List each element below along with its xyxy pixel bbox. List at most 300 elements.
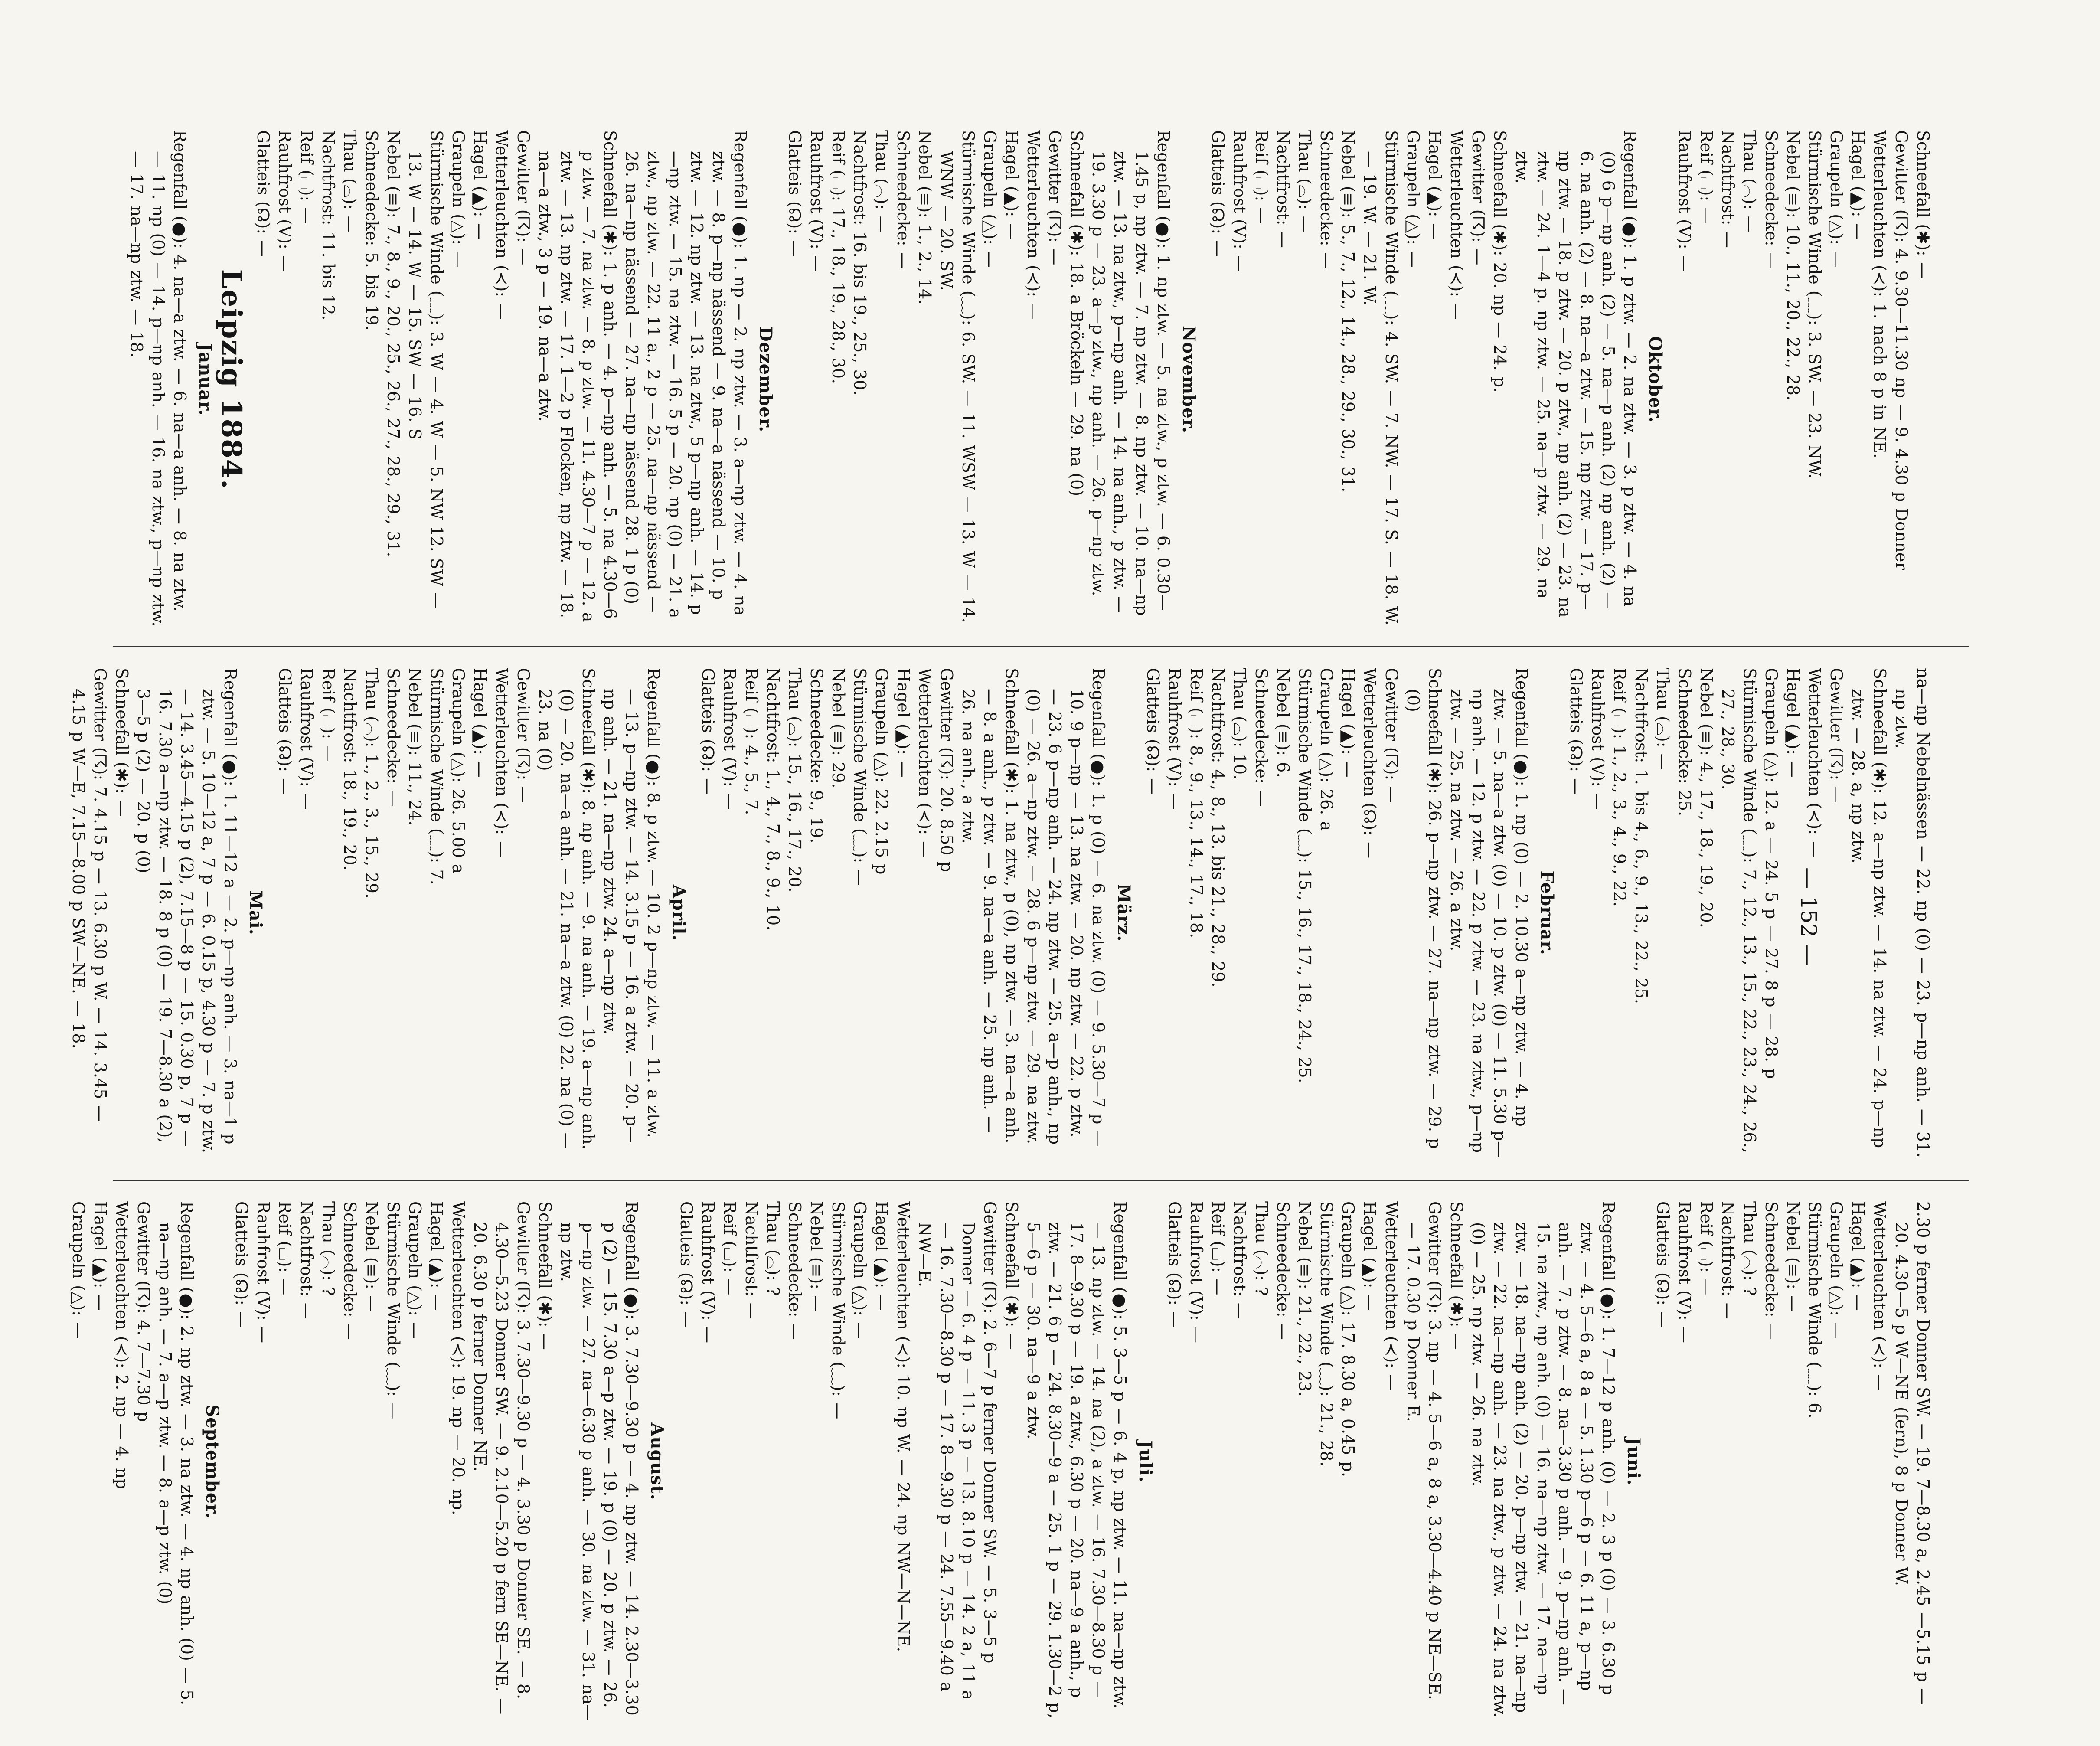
observation-value: — [1165, 793, 1184, 810]
observation-entry [382, 130, 404, 629]
observation-label: Stürmische Winde (﹏): [850, 668, 869, 863]
observation-label: Wetterleuchten (≺): [492, 130, 511, 298]
observation-value: 8., 9., 13., 14., 17., 18. [1187, 745, 1206, 938]
observation-entry [1467, 130, 1489, 629]
observation-value: 26. a [1317, 788, 1336, 831]
observation-entry [1294, 1201, 1316, 1722]
observation-value: — [829, 1403, 848, 1419]
observation-label: Thau (⌓): [340, 130, 359, 210]
observation-value: 4., 5., 7. [742, 745, 761, 815]
observation-label: Schneefall (✱): [1870, 668, 1889, 794]
observation-entry [1446, 130, 1467, 629]
observation-label: Stürmische Winde (﹏): [1740, 668, 1759, 863]
observation-value: — [1317, 252, 1336, 269]
observation-value: 19. np — 20. np. [449, 1374, 468, 1516]
observation-entry [154, 1201, 198, 1722]
observation-entry [1229, 1201, 1251, 1722]
observation-value: — [1274, 1323, 1293, 1340]
observation-label: Nebel (≡): [1783, 1201, 1803, 1290]
observation-label: Rauhfrost (V): [1165, 668, 1184, 787]
observation-value: 1. nach 8 p in NE. [1870, 303, 1889, 458]
observation-label: Nachtfrost: [1718, 130, 1737, 226]
observation-entry [274, 1201, 296, 1722]
observation-entry [1446, 1201, 1467, 1722]
observation-value: — [850, 1322, 869, 1339]
month-heading: März. [1114, 884, 1134, 942]
observation-label: Stürmische Winde (﹏): [959, 130, 978, 326]
observation-value: 1. 11—12 a — 2. p—np anh. — 3. na—1 p ztw. — 5. 10—12 a, 7 p — 6. 0.15 p, 4.30 p — 7. p ztw. — 14. 3.45—4.15 p (2), 7.15—8 p — 15. 0.30 p, 7 p — 16. 7.30 a—np ztw. — 18. 8 p (0) — 19. 7—8.30 a (2), 3—5 p (2) — 20. p (0) [134, 689, 240, 1154]
observation-value: — [699, 1327, 718, 1344]
observation-value: — [1360, 842, 1379, 859]
observation-value: — [449, 251, 468, 268]
month-block [252, 130, 776, 629]
month-heading: Oktober. [1645, 336, 1666, 423]
observation-entry [1609, 668, 1630, 1158]
observation-label: Regenfall (●): [1599, 1201, 1618, 1320]
observation-label: Thau (⌓): [319, 1201, 338, 1281]
observation-label: Hagel (▲): [1339, 668, 1358, 755]
month-block [1164, 1201, 1644, 1722]
observation-entry [1229, 130, 1251, 629]
observation-value: — [1827, 1322, 1846, 1339]
observation-label: Stürmische Winde (﹏): [427, 130, 446, 326]
observation-entry [1739, 130, 1760, 629]
observation-label: Nachtfrost: [742, 1201, 761, 1297]
observation-entry [1251, 1201, 1272, 1722]
observation-value: — [1783, 761, 1803, 778]
observation-label: Schneedecke: [362, 130, 381, 246]
observation-entry [534, 668, 599, 1158]
observation-label: Hagel (▲): [872, 1201, 891, 1288]
observation-value: — [720, 793, 739, 810]
observation-value: — [699, 778, 718, 795]
observation-entry [296, 1201, 317, 1722]
page-number: — 152 — [1796, 867, 1821, 966]
observation-entry [1044, 130, 1066, 629]
observation-entry [447, 1201, 469, 1722]
observation-label: Reif (⌴): [319, 668, 338, 739]
observation-value: 6. [1805, 1403, 1824, 1419]
observation-entry [426, 668, 447, 1158]
observation-label: Graupeln (△): [1339, 1201, 1358, 1316]
observation-label: Stürmische Winde (﹏): [1295, 668, 1314, 863]
month-heading: Juni. [1623, 1437, 1644, 1486]
observation-label: Wetterleuchten (≺): [449, 1201, 468, 1369]
observation-label: Regenfall (●): [1110, 1201, 1130, 1320]
observation-entry [1316, 130, 1337, 629]
observation-value: — [254, 240, 273, 257]
observation-entry [806, 130, 827, 629]
observation-value: — [254, 1327, 273, 1344]
observation-label: Gewitter (☈): [1892, 130, 1911, 243]
observation-entry [317, 130, 339, 629]
observation-value: 4. SW. — 7. NW. — 17. S. — 18. W. — 19. W. — 21. W. [1360, 151, 1401, 626]
observation-label: Gewitter (☈): [1425, 1201, 1444, 1314]
observation-entry [1022, 130, 1044, 629]
observation-entry [1782, 1201, 1804, 1722]
observation-entry [1467, 1201, 1619, 1722]
month-heading: Dezember. [755, 326, 776, 433]
observation-label: Schneefall (✱): [536, 1201, 555, 1327]
observation-label: Schneefall (✱): [601, 130, 620, 256]
observation-label: Hagel (▲): [1849, 1201, 1868, 1288]
observation-entry [404, 1201, 426, 1722]
observation-entry [317, 1201, 339, 1722]
observation-label: Thau (⌓): [1740, 130, 1759, 210]
observation-label: Nachtfrost: [1632, 668, 1651, 763]
observation-label: Gewitter (☈): [1827, 668, 1846, 781]
observation-label: Thau (⌓): [1295, 130, 1314, 210]
observation-entry [1869, 130, 1891, 629]
observation-entry [1826, 1201, 1847, 1722]
observation-value: 26. 5.00 a [449, 788, 468, 874]
observation-value: 1., 2., 3., 4., 9., 22. [1610, 745, 1629, 907]
month-heading: Februar. [1537, 870, 1557, 955]
observation-value: — [1230, 1302, 1249, 1319]
observation-value: 8. p ztw. — 10. 2 p—np ztw. — 11. a ztw. — 13. p—np ztw. — 14. 3.15 p — 16. a ztw. — 20. p—np anh. — 21. na—np ztw. 24. a—np ztw. [601, 689, 663, 1143]
month-heading: April. [669, 884, 689, 942]
observation-value: ? [1252, 1287, 1271, 1296]
observation-value: — [1208, 1278, 1228, 1295]
observation-entry [111, 668, 133, 1158]
observation-label: Hagel (▲): [91, 1201, 110, 1288]
observation-label: Nebel (≡): [1295, 1201, 1314, 1290]
observation-value: — [1002, 1333, 1021, 1350]
observation-value: — [1425, 223, 1444, 240]
observation-value: — [1567, 778, 1586, 795]
observation-value: — [785, 1323, 804, 1340]
observation-entry [296, 668, 317, 1158]
observation-value: 11. bis 12. [319, 231, 338, 320]
observation-label: Schneefall (✱): [1490, 130, 1509, 256]
observation-label: Wetterleuchten (≺): [492, 668, 511, 835]
observation-value: 21., 22., 23. [1295, 1295, 1314, 1397]
observation-entry [957, 668, 1022, 1158]
observation-label: Nebel (≡): [1783, 130, 1803, 219]
observation-value: 3. 7.30—9.30 p — 4. 3.30 p Donner SE. — 8. 4.30—5.23 Donner SW. — 9. 2.10—5.20 p fern SE—NE. — 20. 6.30 p ferner Donner NE. [470, 1222, 533, 1715]
observation-value: 15., 16., 17., 20. [785, 753, 804, 893]
observation-entry [1022, 1201, 1131, 1722]
observation-entry [871, 1201, 892, 1722]
observation-entry [676, 1201, 697, 1722]
observation-value: 1. p anh. — 4. p—np anh. — 5. na 4.30—6 p ztw. — 7. na ztw. — 8. p ztw. — 11. 4.30—7 p — 12. a ztw. — 13. np ztw. — 17. 1—2 p Flocken, np ztw. — 18. na—a ztw., 3 p — 19. na—a ztw. [536, 151, 620, 622]
month-heading: Juli. [1135, 1440, 1156, 1483]
observation-value: — [1447, 303, 1466, 320]
observation-label: Rauhfrost (V): [1187, 1201, 1206, 1321]
observation-value: 4. 9.30—11.30 np — 9. 4.30 p Donner [1892, 248, 1911, 570]
observation-label: Nachtfrost: [1274, 130, 1293, 226]
city-heading: Leipzig 1884. [215, 269, 248, 490]
observation-value: — [69, 1322, 88, 1339]
observation-label: Reif (⌴): [720, 1201, 739, 1273]
observation-entry [339, 1201, 361, 1722]
month-heading: Januar. [195, 343, 216, 416]
observation-label: Graupeln (△): [1404, 130, 1423, 245]
observation-entry [849, 668, 871, 1158]
observation-entry [1847, 1201, 1869, 1722]
observation-entry [1891, 130, 1912, 629]
observation-entry [68, 668, 111, 1158]
observation-label: Gewitter (☈): [1469, 130, 1488, 243]
observation-value: — [1002, 223, 1021, 240]
observation-entry [1826, 130, 1847, 629]
observation-entry [1424, 130, 1446, 629]
observation-entry [1847, 130, 1869, 629]
observation-entry [274, 668, 296, 1158]
observation-value: — [492, 841, 511, 858]
observation-label: Schneefall (✱): [579, 668, 598, 794]
observation-entry [404, 130, 447, 629]
observation-entry [404, 668, 426, 1158]
observation-value: 12. a — 24. 5 p — 27. 8 p — 28. p [1762, 788, 1781, 1079]
observation-value: ? [764, 1287, 783, 1296]
observation-entry [231, 1201, 252, 1722]
observation-label: Nebel (≡): [1274, 668, 1293, 756]
observation-value: — [297, 1302, 316, 1319]
observation-label: Schneedecke: [340, 1201, 359, 1318]
observation-value: — [1697, 1278, 1716, 1295]
observation-entry [914, 130, 936, 629]
observation-value: — [872, 216, 891, 232]
observation-value: — [1783, 1295, 1803, 1312]
observation-value: 18. a Bröckeln — 29. na (0) [1067, 262, 1086, 497]
observation-label: Stürmische Winde (﹏): [427, 668, 446, 863]
observation-entry [1207, 1201, 1229, 1722]
observation-value: — [1827, 786, 1846, 803]
observation-label: Graupeln (△): [405, 1201, 425, 1316]
observation-entry [806, 1201, 827, 1722]
observation-entry [361, 1201, 382, 1722]
observation-value: — [1675, 255, 1694, 272]
observation-label: Schneefall (✱): [1914, 130, 1933, 256]
observation-value: — [1024, 303, 1043, 320]
observation-entry [469, 668, 491, 1158]
observation-label: Glatteis (☊): [699, 668, 718, 772]
observation-entry [1674, 668, 1695, 1158]
observation-entry [1782, 130, 1804, 629]
observation-label: Reif (⌴): [275, 1201, 294, 1273]
observation-label: Nebel (≡): [915, 130, 934, 219]
observation-label: Graupeln (△): [850, 1201, 869, 1316]
observation-entry [1826, 668, 1847, 1158]
observation-value: 1., 2., 14. [915, 224, 934, 305]
observation-label: Reif (⌴): [1697, 130, 1716, 202]
observation-label: Nebel (≡): [807, 1201, 826, 1290]
observation-entry [491, 668, 513, 1158]
observation-value: 29. [829, 762, 848, 788]
observation-value: 15., 16., 17., 18., 24., 25. [1295, 869, 1314, 1083]
observation-value: 1. na ztw., p (0), np ztw. — 3. na—a anh. — 8. a anh., p ztw. — 9. na—a anh. — 25. np anh. — 26. na anh., a ztw. [959, 689, 1021, 1144]
observation-entry [1337, 130, 1359, 629]
observation-value: — [427, 1294, 446, 1311]
observation-label: Graupeln (△): [872, 668, 891, 783]
observation-entry [89, 1201, 111, 1722]
observation-value: — [742, 1302, 761, 1319]
observation-value: — [1870, 1374, 1889, 1391]
observation-entry [1587, 668, 1609, 1158]
observation-label: Thau (⌓): [872, 130, 891, 210]
observation-value: 18., 19., 20. [340, 769, 359, 871]
observation-entry [382, 668, 404, 1158]
month-heading: Mai. [245, 890, 266, 935]
month-heading: September. [202, 1404, 222, 1519]
observation-label: Graupeln (△): [69, 1201, 88, 1316]
month-block [68, 1201, 223, 1722]
observation-value: — [1849, 1294, 1868, 1311]
observation-value: — [1740, 216, 1759, 232]
observation-value: — [1718, 231, 1737, 248]
month-block [126, 130, 248, 629]
observation-entry [762, 668, 784, 1158]
observation-value: 5. 3—5 p — 6. 4 p, np ztw. — 11. na—np ztw. — 13. np ztw. — 14. na (2), a ztw. — 16. 7.30—8.30 p — 17. 8—9.30 p — 19. a ztw., 6.30 p — 20. na—9 a anh., p ztw. — 21. 6 p — 24. 8.30—9 a — 25. 1 p — 29. 1.30—2 p, 5—6 p — 30. na—9 a ztw. [1024, 1222, 1130, 1719]
observation-label: Hagel (▲): [427, 1201, 446, 1288]
observation-label: Rauhfrost (V): [1675, 130, 1694, 249]
observation-label: Glatteis (☊): [275, 668, 294, 772]
observation-entry [1652, 668, 1674, 1158]
month-block [1565, 668, 1934, 1158]
observation-entry [697, 668, 719, 1158]
observation-label: Regenfall (●): [1089, 668, 1108, 787]
observation-entry [534, 1201, 556, 1722]
observation-label: Hagel (▲): [1360, 1201, 1379, 1288]
observation-value: — [384, 1403, 403, 1419]
observation-entry [741, 668, 762, 1158]
observation-entry [1695, 130, 1717, 629]
observation-entry [1337, 668, 1359, 1158]
observation-label: Schneefall (✱): [1002, 1201, 1021, 1327]
observation-value: 3. SW. — 23. NW. [1805, 331, 1824, 479]
observation-entry [339, 668, 361, 1158]
observation-label: Schneefall (✱): [1425, 668, 1444, 794]
observation-value: ? [1740, 1287, 1759, 1296]
observation-label: Nebel (≡): [1339, 130, 1358, 219]
observation-label: Glatteis (☊): [785, 130, 804, 235]
observation-value: 1., 2., 3., 15., 29. [362, 753, 381, 899]
observation-value: — [980, 251, 999, 268]
observation-value: — [1762, 252, 1781, 269]
observation-label: Stürmische Winde (﹏): [384, 1201, 403, 1397]
observation-entry [1804, 1201, 1826, 1722]
observation-value: na—np Nebelnässen — 22. np (0) — 23. p—np anh. — 31. np ztw. [1892, 668, 1933, 1158]
month-block [676, 1201, 1156, 1722]
observation-entry [1717, 1201, 1739, 1722]
observation-entry [1359, 130, 1402, 629]
observation-entry [447, 130, 469, 629]
observation-label: Schneefall (✱): [1067, 130, 1086, 256]
observation-entry [469, 1201, 534, 1722]
observation-value: 10. np W. — 24. np NW—N—NE. [894, 1374, 913, 1652]
observation-label: Wetterleuchten (≺): [1805, 668, 1824, 835]
observation-value: — [1404, 251, 1423, 268]
observation-value: — [470, 761, 490, 778]
observation-value: — [894, 761, 913, 778]
month-block [68, 668, 266, 1158]
observation-entry [447, 668, 469, 1158]
observation-value: 7., 12., 13., 15., 22., 23., 24., 26., 27., 28., 30. [1718, 689, 1759, 1153]
observation-value: — [536, 1333, 555, 1350]
observation-value: — [384, 790, 403, 807]
observation-entry [1912, 130, 1934, 629]
observation-value: — [1805, 841, 1824, 858]
observation-entry [1251, 668, 1272, 1158]
observation-entry [274, 130, 296, 629]
observation-value: — [1849, 223, 1868, 240]
observation-label: Wetterleuchten (≺): [894, 1201, 913, 1369]
observation-label: Wetterleuchten (≺): [1870, 130, 1889, 298]
observation-entry [513, 668, 534, 1158]
observation-entry [1565, 668, 1587, 1158]
observation-entry [784, 1201, 806, 1722]
observation-label: Gewitter (☈): [514, 1201, 533, 1314]
observation-label: Glatteis (☊): [677, 1201, 696, 1306]
observation-entry [1337, 1201, 1359, 1722]
month-block [1652, 1201, 1934, 1722]
observation-value: — [319, 745, 338, 762]
observation-entry [1489, 130, 1511, 629]
observation-entry [68, 1201, 89, 1722]
observation-entry [1402, 668, 1446, 1158]
observation-label: Schneedecke: [807, 668, 826, 784]
observation-value: — [894, 252, 913, 269]
observation-value: 26. p—np ztw. — 27. na—np ztw. — 29. p (0) [1404, 689, 1444, 1149]
observation-value: 4., 17., 18., 19., 20. [1697, 762, 1716, 928]
observation-entry [1446, 668, 1532, 1158]
observation-label: Nachtfrost: [1208, 668, 1228, 763]
observation-entry [1674, 1201, 1695, 1722]
observation-entry [1229, 668, 1251, 1158]
observation-entry [1782, 668, 1804, 1158]
observation-label: Rauhfrost (V): [275, 130, 294, 249]
observation-value: 3. np — 4. 5—6 a, 8 a, 3.30—4.40 p NE—SE. — 17. 0.30 p Donner E. [1404, 1222, 1444, 1700]
observation-label: Hagel (▲): [1425, 130, 1444, 217]
observation-value: 5. bis 19. [362, 252, 381, 331]
observation-value: — [514, 248, 533, 265]
observation-entry [1630, 668, 1652, 1158]
observation-entry [1891, 1201, 1934, 1722]
section-divider [113, 646, 1969, 647]
observation-label: Glatteis (☊): [1143, 668, 1163, 772]
observation-label: Gewitter (☈): [937, 668, 956, 781]
observation-value: — [1252, 207, 1271, 224]
observation-entry [296, 130, 317, 629]
month-block [1674, 130, 1934, 629]
observation-entry [914, 668, 936, 1158]
observation-label: Stürmische Winde (﹏): [1805, 130, 1824, 326]
observation-entry [1001, 1201, 1022, 1722]
observation-label: Schneefall (✱): [1447, 1201, 1466, 1327]
observation-entry [1760, 668, 1782, 1158]
observation-entry [762, 1201, 784, 1722]
observation-label: Regenfall (●): [731, 130, 750, 249]
section-bottom [60, 1201, 1934, 1722]
observation-label: Regenfall (●): [1154, 130, 1173, 249]
observation-label: Reif (⌴): [1187, 668, 1206, 739]
observation-entry [599, 668, 664, 1158]
observation-label: Hagel (▲): [894, 668, 913, 755]
observation-entry [1652, 1201, 1674, 1722]
observation-value: 6. [1274, 762, 1293, 778]
observation-entry [1251, 130, 1272, 629]
observation-label: Rauhfrost (V): [699, 1201, 718, 1321]
observation-entry [1804, 130, 1826, 629]
observation-entry [1695, 1201, 1717, 1722]
observation-entry [1760, 130, 1782, 629]
observation-label: Regenfall (●): [1512, 668, 1531, 787]
observation-entry [892, 1201, 914, 1722]
observation-value: 1. 7—12 p anh. (0) — 2. 3 p (0) — 3. 6.30 p ztw. — 4. 5—6 a, 8 a — 5. 1.30 p—6 p — 6. 11 a, p—np anh. — 7. p ztw. — 8. na—3.30 p anh. — 9. p—np anh. — 15. na ztw., np anh. (0) — 16. na—np ztw. — 17. na—np ztw. — 18. na—np anh. (2) — 20. p—np ztw. — 21. na—np ztw. — 22. na—np anh. — 23. na ztw., p ztw. — 24. na ztw. (0) — 25. np ztw. — 26. na ztw. [1469, 1222, 1618, 1718]
observation-value: — [1360, 1294, 1379, 1311]
observation-entry [914, 1201, 1001, 1722]
